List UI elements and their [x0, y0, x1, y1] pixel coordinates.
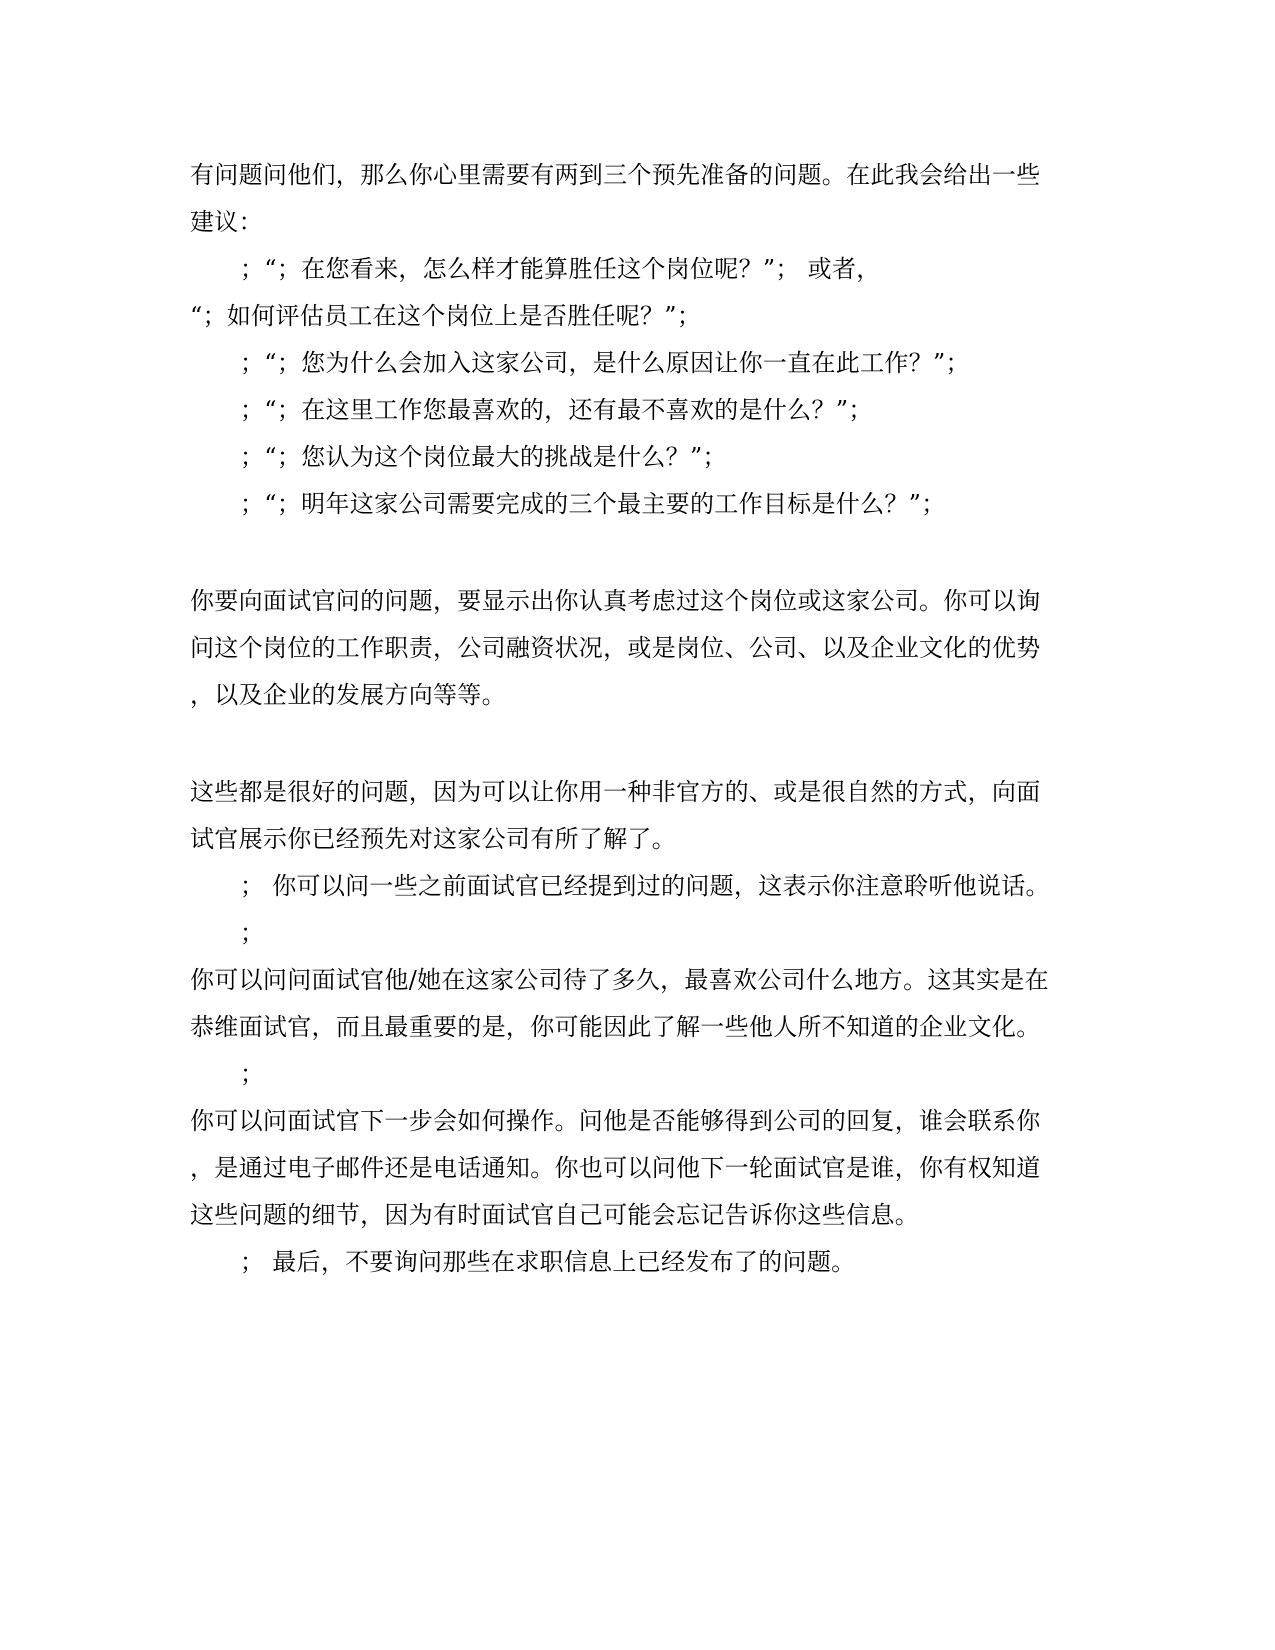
text-line: 你可以问面试官下一步会如何操作。问他是否能够得到公司的回复，谁会联系你: [190, 1107, 1041, 1135]
text-line: 你可以问问面试官他/她在这家公司待了多久，最喜欢公司什么地方。这其实是在: [190, 966, 1049, 994]
text-line: 建议：: [190, 208, 263, 236]
text-line: 恭维面试官，而且最重要的是，你可能因此了解一些他人所不知道的企业文化。: [190, 1013, 1041, 1041]
text-line: 这些都是很好的问题，因为可以让你用一种非官方的、或是很自然的方式，向面: [190, 778, 1041, 806]
text-line: ； 你可以问一些之前面试官已经提到过的问题，这表示你注意聆听他说话。: [240, 872, 1050, 900]
text-line: ；“；您为什么会加入这家公司，是什么原因让你一直在此工作？”；: [240, 349, 970, 377]
text-line: 你要向面试官问的问题，要显示出你认真考虑过这个岗位或这家公司。你可以询: [190, 587, 1041, 615]
text-line: 试官展示你已经预先对这家公司有所了解了。: [190, 825, 676, 853]
text-line: ；“；在这里工作您最喜欢的，还有最不喜欢的是什么？”；: [240, 396, 873, 424]
text-line: ，是通过电子邮件还是电话通知。你也可以问他下一轮面试官是谁，你有权知道: [190, 1154, 1041, 1182]
text-line: 有问题问他们，那么你心里需要有两到三个预先准备的问题。在此我会给出一些: [190, 161, 1041, 189]
text-line: 这些问题的细节，因为有时面试官自己可能会忘记告诉你这些信息。: [190, 1201, 919, 1229]
text-line: ；“；您认为这个岗位最大的挑战是什么？”；: [240, 443, 727, 471]
text-line: ；“；在您看来，怎么样才能算胜任这个岗位呢？”； 或者，: [240, 255, 881, 283]
text-line: “；如何评估员工在这个岗位上是否胜任呢？”；: [190, 302, 702, 330]
text-line: ；: [240, 919, 265, 947]
text-line: 问这个岗位的工作职责，公司融资状况，或是岗位、公司、以及企业文化的优势: [190, 634, 1041, 662]
text-line: ； 最后，不要询问那些在求职信息上已经发布了的问题。: [240, 1248, 856, 1276]
text-line: ；“；明年这家公司需要完成的三个最主要的工作目标是什么？”；: [240, 490, 946, 518]
text-line: ，以及企业的发展方向等等。: [190, 681, 506, 709]
text-line: ；: [240, 1060, 265, 1088]
